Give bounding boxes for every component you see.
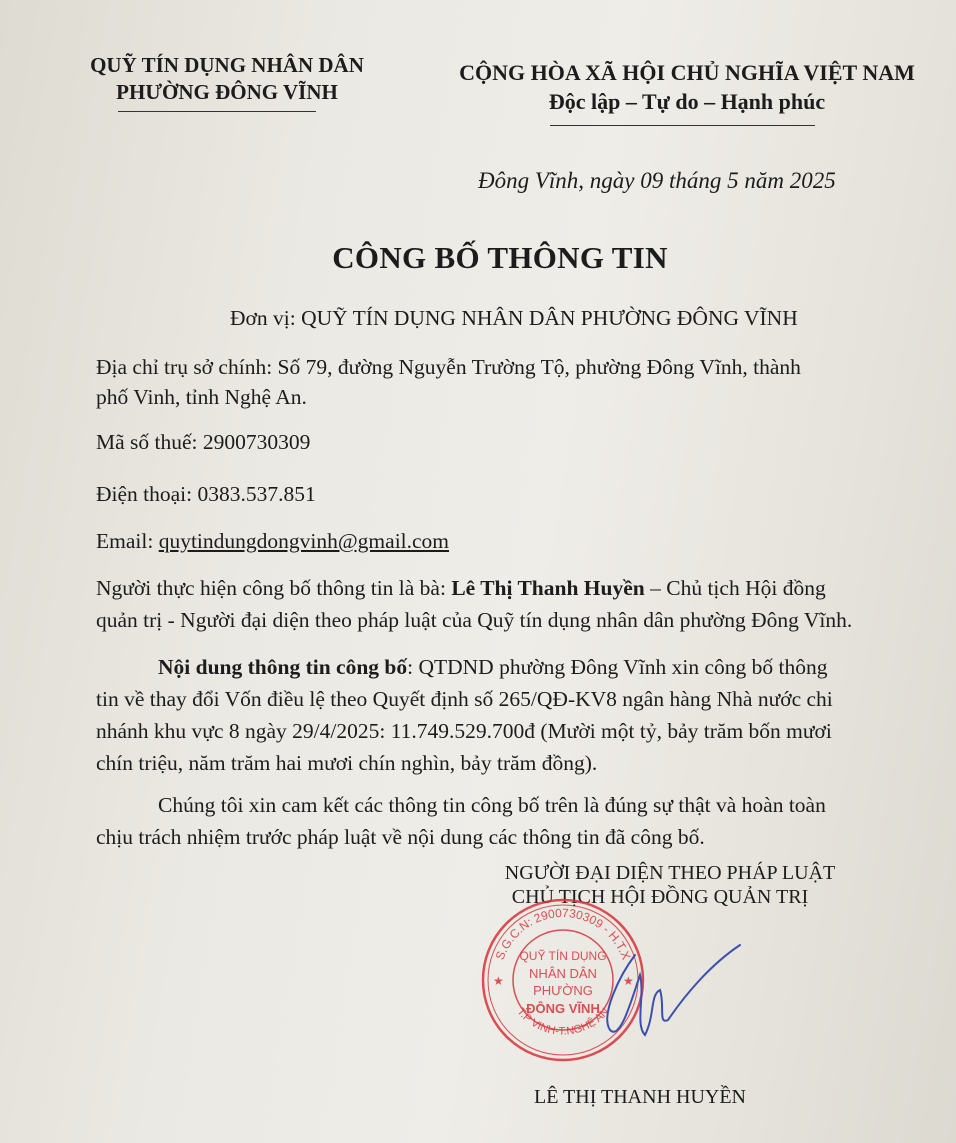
email-link[interactable]: quytindungdongvinh@gmail.com (158, 529, 450, 553)
svg-text:★: ★ (623, 974, 634, 988)
phone: Điện thoại: 0383.537.851 (96, 482, 316, 506)
svg-text:QUỸ TÍN DỤNG: QUỸ TÍN DỤNG (519, 949, 607, 963)
issuer-header (72, 52, 382, 106)
motto-underline (550, 125, 815, 126)
national-header (448, 58, 926, 116)
content-line2: tin về thay đổi Vốn điều lệ theo Quyết định số 265/QĐ-KV8 ngân hàng Nhà nước chi (96, 687, 833, 711)
svg-text:T.P VINH-T.NGHỆ AN: T.P VINH-T.NGHỆ AN (514, 1005, 612, 1038)
issuer-name-line2: PHƯỜNG ĐÔNG VĨNH (116, 80, 338, 104)
email-line (96, 525, 449, 557)
content-line1-rest: : QTDND phường Đông Vĩnh xin công bố thông (407, 655, 828, 679)
person-line2: quản trị - Người đại diện theo pháp luật của Quỹ tín dụng nhân dân phường Đông Vĩnh. (96, 608, 853, 632)
tax-code: Mã số thuế: 2900730309 (96, 430, 311, 454)
date-line: Đông Vĩnh, ngày 09 tháng 5 năm 2025 (478, 168, 836, 193)
issuer-name-line1: QUỸ TÍN DỤNG NHÂN DÂN (90, 53, 364, 77)
svg-text:★: ★ (493, 974, 504, 988)
content-line1 (158, 651, 828, 683)
handwritten-signature-icon (590, 935, 750, 1055)
content-label: Nội dung thông tin công bố (158, 655, 408, 679)
issuer-underline (118, 111, 316, 112)
svg-text:PHƯỜNG: PHƯỜNG (533, 983, 593, 998)
document-title: CÔNG BỐ THÔNG TIN (332, 240, 668, 275)
address-line2: phố Vinh, tỉnh Nghệ An. (96, 385, 307, 409)
person-name: Lê Thị Thanh Huyền (451, 576, 645, 600)
national-motto: Độc lập – Tự do – Hạnh phúc (548, 89, 826, 114)
signer-role2: CHỦ TỊCH HỘI ĐỒNG QUẢN TRỊ (511, 886, 809, 908)
address-line1: Địa chỉ trụ sở chính: Số 79, đường Nguyễn Trường Tộ, phường Đông Vĩnh, thành (96, 355, 801, 379)
national-title: CỘNG HÒA XÃ HỘI CHỦ NGHĨA VIỆT NAM (459, 60, 915, 85)
content-line4: chín triệu, năm trăm hai mươi chín nghìn, bảy trăm đồng). (96, 751, 598, 775)
svg-text:S.G.C.N: 2900730309 - H.T.X: S.G.C.N: 2900730309 - H.T.X (492, 905, 634, 962)
commitment-line1: Chúng tôi xin cam kết các thông tin công bố trên là đúng sự thật và hoàn toàn (158, 793, 826, 817)
email-label: Email: (96, 529, 159, 553)
content-line3: nhánh khu vực 8 ngày 29/4/2025: 11.749.529.700đ (Mười một tỷ, bảy trăm bốn mươi (96, 719, 832, 743)
signer-role1: NGƯỜI ĐẠI DIỆN THEO PHÁP LUẬT (504, 862, 836, 884)
unit-line: Đơn vị: QUỸ TÍN DỤNG NHÂN DÂN PHƯỜNG ĐÔNG VĨNH (230, 306, 798, 330)
svg-text:ĐÔNG VĨNH: ĐÔNG VĨNH (526, 1001, 600, 1016)
person-title: – Chủ tịch Hội đồng (644, 576, 826, 600)
person-line1 (96, 572, 826, 604)
svg-text:NHÂN DÂN: NHÂN DÂN (529, 966, 597, 981)
person-prefix: Người thực hiện công bố thông tin là bà: (96, 576, 452, 600)
signer-name: LÊ THỊ THANH HUYỀN (533, 1086, 746, 1108)
commitment-line2: chịu trách nhiệm trước pháp luật về nội dung các thông tin đã công bố. (96, 825, 705, 849)
